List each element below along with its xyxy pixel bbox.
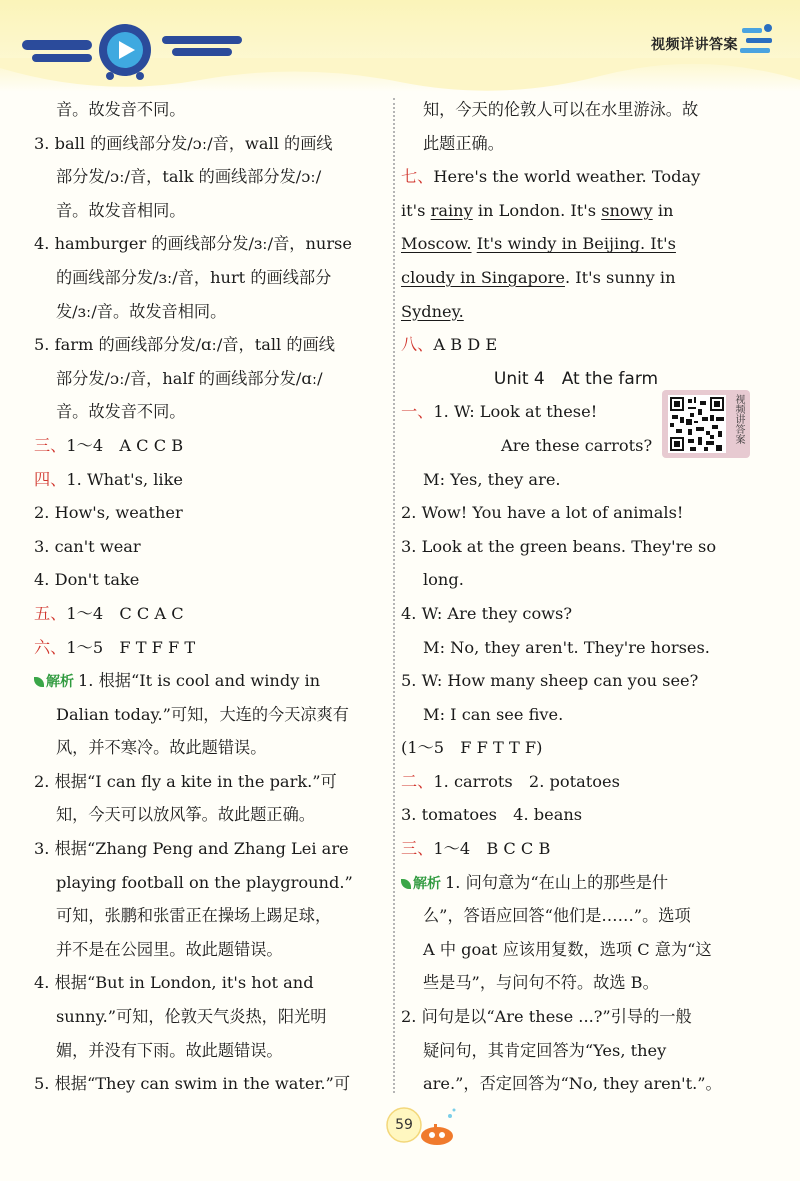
- line-text: 1～4 B C C B: [433, 839, 551, 859]
- line-text: cloudy in Singapore. It's sunny in: [401, 267, 676, 287]
- left-line: [34, 563, 386, 597]
- right-line: [401, 1067, 751, 1101]
- right-line: [401, 798, 751, 832]
- right-line: [401, 966, 751, 1000]
- line-text: 1. carrots 2. potatoes: [433, 771, 620, 791]
- line-text: A 中 goat 应该用复数，选项 C 意为“这: [423, 939, 712, 959]
- right-column: [401, 93, 751, 1101]
- line-text: 3. ball 的画线部分发/ɔː/音，wall 的画线: [34, 133, 333, 153]
- left-column: [34, 93, 386, 1101]
- line-text: 部分发/ɔː/音，half 的画线部分发/ɑː/: [56, 368, 323, 388]
- line-text: 4. 根据“But in London, it's hot and: [34, 973, 314, 993]
- left-line: [34, 1000, 386, 1034]
- left-line: [34, 698, 386, 732]
- right-line: [401, 295, 751, 329]
- section-number: 三、: [34, 435, 67, 455]
- left-line: [34, 127, 386, 161]
- right-line: [401, 731, 751, 765]
- line-text: 3. can't wear: [34, 536, 141, 556]
- line-text: Dalian today.”可知，大连的今天凉爽有: [56, 704, 349, 724]
- line-text: (1～5 F F T T F): [401, 738, 543, 758]
- section-number: 三、: [401, 839, 434, 859]
- line-text: 1～5 F T F F T: [66, 637, 196, 657]
- right-line: [401, 597, 751, 631]
- qr-code-label: 视频讲答案: [733, 394, 744, 444]
- section-number: 五、: [34, 603, 67, 623]
- analysis-tag: [401, 868, 441, 902]
- line-text: 1～4 A C C B: [66, 435, 184, 455]
- right-line: [401, 563, 751, 597]
- line-text: 4. hamburger 的画线部分发/ɜː/音，nurse: [34, 234, 352, 254]
- section-number: 七、: [401, 167, 434, 187]
- right-line: [401, 261, 751, 295]
- line-text: 1～4 C C A C: [66, 603, 184, 623]
- right-line: [401, 160, 751, 194]
- left-line: [34, 362, 386, 396]
- line-text: playing football on the playground.”: [56, 872, 353, 892]
- line-text: 的画线部分发/ɜː/音，hurt 的画线部分: [56, 267, 332, 287]
- right-line: [401, 194, 751, 228]
- analysis-tag: [34, 666, 74, 700]
- page-number: 59: [395, 1117, 413, 1133]
- header-decoration-icon: [738, 20, 778, 70]
- leaf-icon: [34, 677, 44, 687]
- line-text: 2. 问句是以“Are these ...?”引导的一般: [401, 1007, 692, 1027]
- line-text: 4. W: Are they cows?: [401, 603, 573, 623]
- line-text: Here's the world weather. Today: [433, 167, 701, 187]
- line-text: 5. W: How many sheep can you see?: [401, 671, 699, 691]
- left-line: [34, 933, 386, 967]
- right-line: [401, 227, 751, 261]
- left-line: [34, 227, 386, 261]
- right-line: [401, 933, 751, 967]
- line-text: 3. 根据“Zhang Peng and Zhang Lei are: [34, 839, 349, 859]
- right-line: [401, 1034, 751, 1068]
- line-text: Are these carrots?: [501, 435, 653, 455]
- left-line: [34, 395, 386, 429]
- line-text: 些是马”，与问句不符。故选 B。: [423, 973, 659, 993]
- line-text: are.”，否定回答为“No, they aren't.”。: [423, 1074, 722, 1094]
- right-line: [401, 93, 751, 127]
- section-number: 六、: [34, 637, 67, 657]
- section-number: 四、: [34, 469, 67, 489]
- line-text: 并不是在公园里。故此题错误。: [56, 939, 283, 959]
- left-line: [34, 261, 386, 295]
- right-line: [401, 832, 751, 866]
- line-text: 2. Wow! You have a lot of animals!: [401, 503, 684, 523]
- line-text: 发/ɜː/音。故发音相同。: [56, 301, 227, 321]
- left-line: [34, 194, 386, 228]
- line-text: 5. 根据“They can swim in the water.”可: [34, 1074, 351, 1094]
- line-text: M: I can see five.: [423, 704, 564, 724]
- left-line: [34, 765, 386, 799]
- line-text: long.: [423, 570, 464, 590]
- line-text: 么”，答语应回答“他们是……”。选项: [423, 906, 691, 926]
- line-text: 3. Look at the green beans. They're so: [401, 536, 717, 556]
- line-text: 1. What's, like: [66, 469, 183, 489]
- line-text: it's rainy in London. It's snowy in: [401, 200, 674, 220]
- analysis-tag-label: 解析: [46, 674, 74, 691]
- line-text: 疑问句，其肯定回答为“Yes, they: [423, 1040, 667, 1060]
- line-text: 媚，并没有下雨。故此题错误。: [56, 1040, 283, 1060]
- left-line: [34, 664, 386, 698]
- line-text: 此题正确。: [423, 133, 504, 153]
- line-text: Unit 4 At the farm: [493, 368, 659, 389]
- line-text: 1. W: Look at these!: [433, 402, 598, 422]
- line-text: 知，今天可以放风筝。故此题正确。: [56, 805, 315, 825]
- left-line: [34, 1034, 386, 1068]
- right-line: [401, 899, 751, 933]
- right-line: [401, 1000, 751, 1034]
- section-number: 八、: [401, 335, 434, 355]
- qr-code-box[interactable]: [662, 390, 750, 458]
- left-line: [34, 93, 386, 127]
- line-text: 1. 根据“It is cool and windy in: [78, 671, 321, 691]
- line-text: 音。故发音不同。: [56, 402, 186, 422]
- left-line: [34, 328, 386, 362]
- left-line: [34, 866, 386, 900]
- left-line: [34, 429, 386, 463]
- leaf-icon: [401, 879, 411, 889]
- left-line: [34, 160, 386, 194]
- right-line: [401, 866, 751, 900]
- left-line: [34, 899, 386, 933]
- line-text: 可知，张鹏和张雷正在操场上踢足球，: [56, 906, 332, 926]
- line-text: 音。故发音不同。: [56, 100, 186, 119]
- right-line: [401, 127, 751, 161]
- line-text: 2. How's, weather: [34, 503, 183, 523]
- left-line: [34, 463, 386, 497]
- header-title: 视频详讲答案: [651, 37, 738, 53]
- line-text: Sydney.: [401, 301, 464, 321]
- right-line: [401, 664, 751, 698]
- left-line: [34, 832, 386, 866]
- right-line: [401, 765, 751, 799]
- right-line: [401, 530, 751, 564]
- left-line: [34, 496, 386, 530]
- line-text: 1. 问句意为“在山上的那些是什: [445, 872, 669, 892]
- left-line: [34, 1067, 386, 1101]
- line-text: 知，今天的伦敦人可以在水里游泳。故: [423, 100, 699, 119]
- left-line: [34, 295, 386, 329]
- right-line: [401, 631, 751, 665]
- section-number: 一、: [401, 402, 434, 422]
- left-line: [34, 798, 386, 832]
- line-text: A B D E: [433, 335, 498, 355]
- left-line: [34, 966, 386, 1000]
- line-text: 风，并不寒冷。故此题错误。: [56, 738, 267, 758]
- line-text: Moscow. It's windy in Beijing. It's: [401, 234, 676, 254]
- line-text: 5. farm 的画线部分发/ɑː/音，tall 的画线: [34, 335, 335, 355]
- line-text: sunny.”可知，伦敦天气炎热，阳光明: [56, 1007, 327, 1027]
- line-text: 部分发/ɔː/音，talk 的画线部分发/ɔː/: [56, 167, 322, 187]
- right-line: [401, 698, 751, 732]
- left-line: [34, 530, 386, 564]
- section-number: 二、: [401, 771, 434, 791]
- line-text: 音。故发音相同。: [56, 200, 186, 220]
- right-line: [401, 463, 751, 497]
- left-line: [34, 731, 386, 765]
- video-play-icon: [22, 18, 252, 82]
- right-line: [401, 328, 751, 362]
- line-text: M: No, they aren't. They're horses.: [423, 637, 710, 657]
- qr-code-icon[interactable]: [668, 395, 726, 453]
- right-line: [401, 496, 751, 530]
- analysis-tag-label: 解析: [413, 875, 441, 892]
- line-text: 3. tomatoes 4. beans: [401, 805, 583, 825]
- left-line: [34, 597, 386, 631]
- line-text: M: Yes, they are.: [423, 469, 561, 489]
- column-divider: [393, 98, 395, 1093]
- left-line: [34, 631, 386, 665]
- line-text: 2. 根据“I can fly a kite in the park.”可: [34, 771, 337, 791]
- line-text: 4. Don't take: [34, 570, 140, 590]
